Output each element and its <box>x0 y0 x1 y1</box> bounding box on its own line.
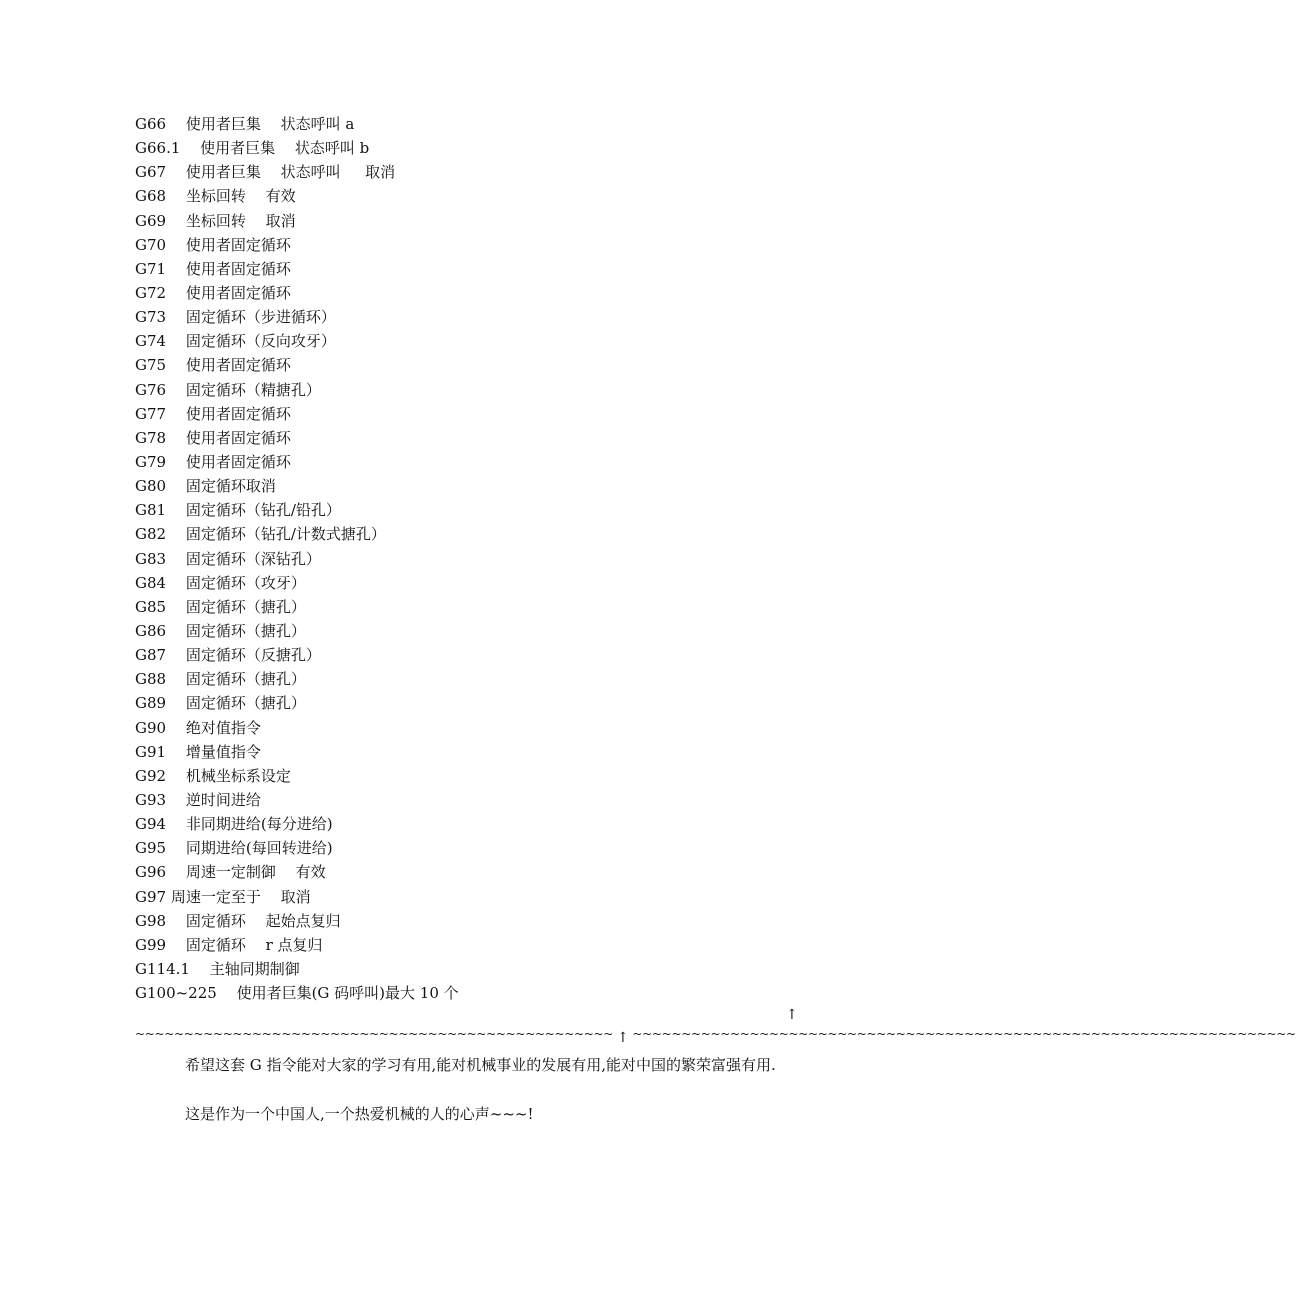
code-line-g87: G87 固定循环（反搪孔） <box>135 646 321 665</box>
code-line-g71: G71 使用者固定循环 <box>135 259 291 278</box>
code-line-g77: G77 使用者固定循环 <box>135 404 291 423</box>
code-line-g83: G83 固定循环（深钻孔） <box>135 549 321 568</box>
tilde-right: ~~~~~~~~~~~~~~~~~~~~~~~~~~~~~~~~~~~~~~~~~~~~~~~~~~~~~~~~~~~~~~~~~~~~ <box>632 1027 1296 1041</box>
code-line-g67: G67 使用者巨集 状态呼叫 取消 <box>135 163 396 182</box>
code-line-g88: G88 固定循环（搪孔） <box>135 670 306 689</box>
g-code-list <box>135 112 835 1005</box>
code-line-g80: G80 固定循环取消 <box>135 477 276 496</box>
code-line-g91: G91 增量值指令 <box>135 742 261 761</box>
code-line-g92: G92 机械坐标系设定 <box>135 766 291 785</box>
code-line-g69: G69 坐标回转 取消 <box>135 211 296 230</box>
code-line-g76: G76 固定循环（精搪孔） <box>135 380 321 399</box>
code-line-g72: G72 使用者固定循环 <box>135 283 291 302</box>
code-line-g95: G95 同期进给(每回转进给) <box>135 839 333 858</box>
code-line-g100-225: G100~225 使用者巨集(G 码呼叫)最大 10 个 <box>135 984 459 1003</box>
code-line-g68: G68 坐标回转 有效 <box>135 187 296 206</box>
code-line-g85: G85 固定循环（搪孔） <box>135 597 306 616</box>
code-line-g70: G70 使用者固定循环 <box>135 235 291 254</box>
code-line-g86: G86 固定循环（搪孔） <box>135 621 306 640</box>
tilde-divider <box>135 1024 1296 1044</box>
code-line-g66: G66 使用者巨集 状态呼叫 a <box>135 115 355 133</box>
up-arrow-icon: ↑ <box>616 1030 629 1046</box>
code-line-g94: G94 非同期进给(每分进给) <box>135 815 333 834</box>
code-line-g84: G84 固定循环（攻牙） <box>135 573 306 592</box>
code-line-g78: G78 使用者固定循环 <box>135 428 291 447</box>
up-arrow-icon: ↑ <box>786 1007 798 1023</box>
tilde-left: ~~~~~~~~~~~~~~~~~~~~~~~~~~~~~~~~~~~~~~~~~~~~~~~~~ <box>135 1027 613 1041</box>
code-line-g96: G96 周速一定制御 有效 <box>135 863 326 882</box>
code-line-g73: G73 固定循环（步进循环） <box>135 308 336 327</box>
code-line-g114-1: G114.1 主轴同期制御 <box>135 959 300 978</box>
code-line-g81: G81 固定循环（钻孔/铅孔） <box>135 501 341 520</box>
code-line-g93: G93 逆时间进给 <box>135 790 261 809</box>
code-line-g79: G79 使用者固定循环 <box>135 452 291 471</box>
code-line-g75: G75 使用者固定循环 <box>135 356 291 375</box>
code-line-g89: G89 固定循环（搪孔） <box>135 694 306 713</box>
code-line-g90: G90 绝对值指令 <box>135 718 261 737</box>
code-line-g97: G97 周速一定至于 取消 <box>135 887 311 906</box>
code-line-g98: G98 固定循环 起始点复归 <box>135 911 341 930</box>
closing-paragraph-2: 这是作为一个中国人,一个热爱机械的人的心声~~~! <box>185 1105 534 1123</box>
code-line-g99: G99 固定循环 r 点复归 <box>135 935 323 954</box>
code-line-g74: G74 固定循环（反向攻牙） <box>135 332 336 351</box>
closing-paragraph-1: 希望这套 G 指令能对大家的学习有用,能对机械事业的发展有用,能对中国的繁荣富强有用. <box>185 1056 776 1074</box>
code-line-g66-1: G66.1 使用者巨集 状态呼叫 b <box>135 139 370 158</box>
code-line-g82: G82 固定循环（钻孔/计数式搪孔） <box>135 525 386 544</box>
